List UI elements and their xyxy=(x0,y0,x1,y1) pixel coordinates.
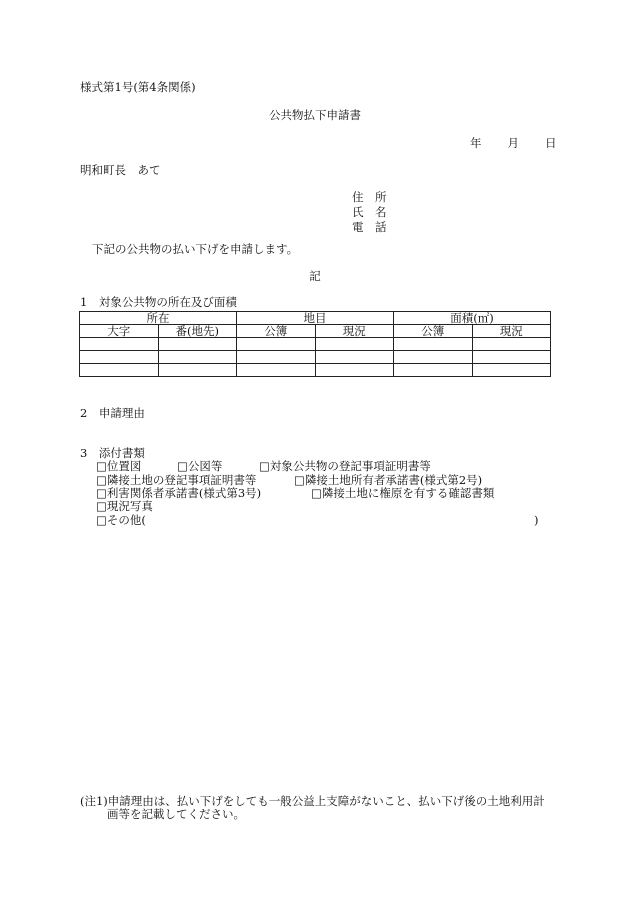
table-row xyxy=(80,338,551,351)
attachment-stakeholder-consent-checkbox[interactable]: □利害関係者承諾書(様式第3号) xyxy=(96,486,262,500)
applicant-phone-label: 電 話 xyxy=(352,220,387,234)
table-row xyxy=(80,364,551,377)
table-cell[interactable] xyxy=(315,351,394,364)
table-cell[interactable] xyxy=(472,364,551,377)
table-cell[interactable] xyxy=(158,351,237,364)
note-line-2: 画等を記載してください。 xyxy=(107,807,245,821)
table-cell[interactable] xyxy=(237,364,316,377)
column-header-oaza: 大字 xyxy=(80,325,159,338)
applicant-block xyxy=(352,192,387,237)
table-cell[interactable] xyxy=(315,338,394,351)
attachment-adjacent-land-registry-checkbox[interactable]: □隣接土地の登記事項証明書等 xyxy=(96,473,257,487)
land-table xyxy=(79,311,551,377)
table-cell[interactable] xyxy=(158,364,237,377)
table-cell[interactable] xyxy=(80,364,159,377)
table-cell[interactable] xyxy=(158,338,237,351)
section1-heading: 1 対象公共物の所在及び面積 xyxy=(80,295,237,309)
table-row xyxy=(80,351,551,364)
ki-heading: 記 xyxy=(309,269,321,283)
table-group-header-row xyxy=(80,312,551,325)
table-cell[interactable] xyxy=(394,351,473,364)
lead-text: 下記の公共物の払い下げを申請します。 xyxy=(92,242,299,256)
group-header-land-category: 地目 xyxy=(237,312,394,325)
attachment-other-close-paren: ) xyxy=(534,513,539,527)
table-cell[interactable] xyxy=(80,351,159,364)
table-cell[interactable] xyxy=(394,364,473,377)
applicant-name-label: 氏 名 xyxy=(352,205,387,219)
table-cell[interactable] xyxy=(237,351,316,364)
attachment-public-property-registry-checkbox[interactable]: □対象公共物の登記事項証明書等 xyxy=(259,459,431,473)
note-line-1: (注1)申請理由は、払い下げをしても一般公益上支障がないこと、払い下げ後の土地利用計 xyxy=(80,794,545,808)
column-header-category-actual: 現況 xyxy=(315,325,394,338)
table-cell[interactable] xyxy=(472,338,551,351)
attachment-other-checkbox[interactable]: □その他( xyxy=(96,513,146,527)
group-header-area: 面積(㎡) xyxy=(394,312,551,325)
table-cell[interactable] xyxy=(237,338,316,351)
date-line xyxy=(470,138,557,150)
addressee: 明和町長 あて xyxy=(80,163,161,177)
attachment-adjacent-owner-consent-checkbox[interactable]: □隣接土地所有者承諾書(様式第2号) xyxy=(294,473,483,487)
column-header-category-registry: 公簿 xyxy=(237,325,316,338)
column-header-area-actual: 現況 xyxy=(472,325,551,338)
table-column-header-row xyxy=(80,325,551,338)
document-title: 公共物払下申請書 xyxy=(269,108,361,122)
date-day-label: 日 xyxy=(545,136,557,150)
date-year-label: 年 xyxy=(470,136,482,150)
section2-heading: 2 申請理由 xyxy=(80,406,145,420)
attachment-site-photo-checkbox[interactable]: □現況写真 xyxy=(96,499,153,513)
group-header-location: 所在 xyxy=(80,312,237,325)
column-header-lot-number: 番(地先) xyxy=(158,325,237,338)
attachment-adjacent-rights-document-checkbox[interactable]: □隣接土地に権原を有する確認書類 xyxy=(311,486,495,500)
date-month-label: 月 xyxy=(507,136,519,150)
table-cell[interactable] xyxy=(472,351,551,364)
table-cell[interactable] xyxy=(80,338,159,351)
attachment-cadastral-map-checkbox[interactable]: □公図等 xyxy=(177,459,223,473)
form-number: 様式第1号(第4条関係) xyxy=(80,80,196,94)
column-header-area-registry: 公簿 xyxy=(394,325,473,338)
table-cell[interactable] xyxy=(315,364,394,377)
applicant-address-label: 住 所 xyxy=(352,190,387,204)
attachment-location-map-checkbox[interactable]: □位置図 xyxy=(96,459,142,473)
section3-heading: 3 添付書類 xyxy=(80,446,145,460)
table-cell[interactable] xyxy=(394,338,473,351)
